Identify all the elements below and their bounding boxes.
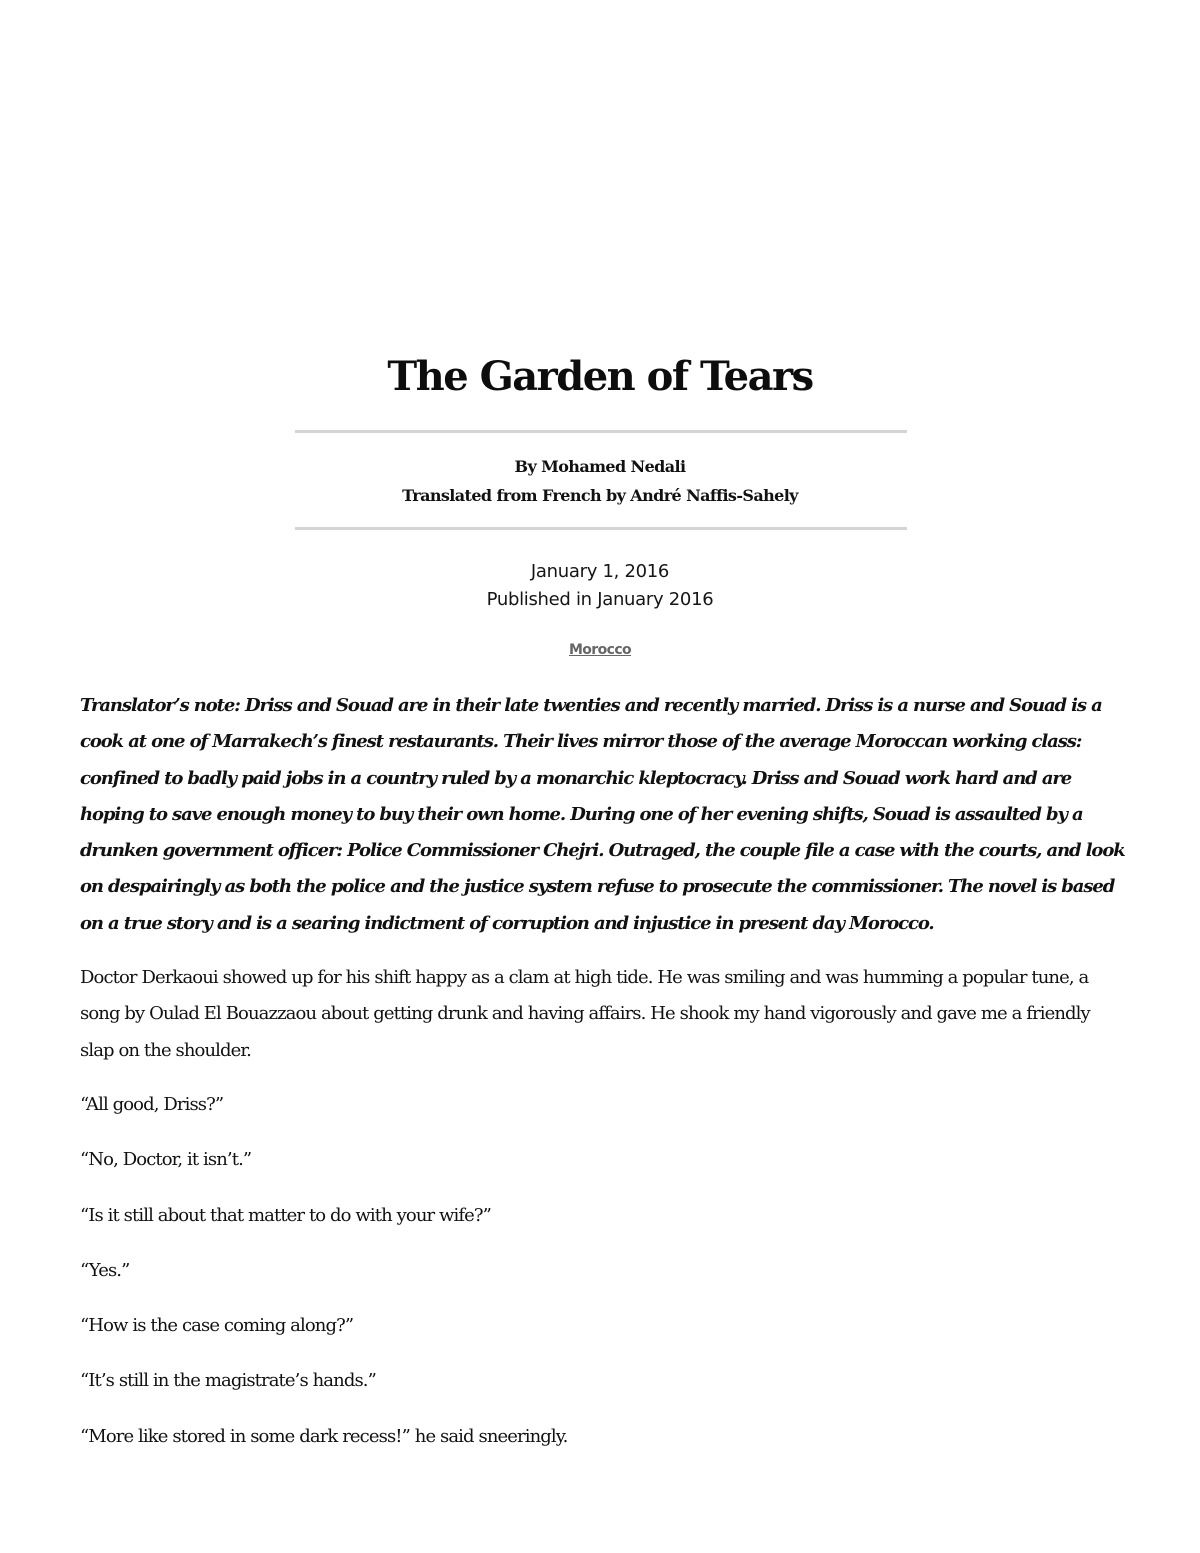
tag-link-morocco[interactable]: Morocco	[568, 642, 632, 658]
publish-date: January 1, 2016	[530, 561, 670, 582]
dialogue-line: “No, Doctor, it isn’t.”	[80, 1149, 252, 1171]
dialogue-line: “All good, Driss?”	[80, 1093, 224, 1115]
author-line: By Mohamed Nedali	[514, 457, 686, 476]
dialogue-line: “It’s still in the magistrate’s hands.”	[80, 1370, 376, 1392]
article-body	[80, 688, 1125, 1474]
byline	[0, 452, 1200, 510]
dialogue-line: “Is it still about that matter to do with your wife?”	[80, 1204, 491, 1226]
dialogue-line: “More like stored in some dark recess!” he said sneeringly.	[80, 1425, 568, 1447]
article-title: The Garden of Tears	[387, 353, 813, 400]
date-block	[0, 558, 1200, 614]
title-divider	[295, 430, 907, 433]
dialogue-line: “Yes.”	[80, 1259, 130, 1281]
translator-note	[80, 688, 1125, 942]
topic-tag	[0, 638, 1200, 662]
translator-line: Translated from French by André Naffis-Sahely	[402, 486, 798, 505]
byline-divider	[295, 527, 907, 530]
paragraph: Doctor Derkaoui showed up for his shift happy as a clam at high tide. He was smiling and was humming a popular tune, a song by Oulad El Bouazzaou about getting drunk and having affairs. He shook my hand vigorously and gave me a friendly slap on the shoulder.	[80, 967, 1090, 1061]
translator-note-text: Driss and Souad are in their late twenties and recently married. Driss is a nurse and Souad is a cook at one of Marrakech’s finest restaurants. Their lives mirror those of the average Moroccan working class: confined to badly paid jobs in a country ruled by a monarchic kleptocracy. Driss and Souad work hard and are hoping to save enough money to buy their own home. During one of her evening shifts, Souad is assaulted by a drunken government officer: Police Commissioner Chejri. Outraged, the couple file a case with the courts, and look on despairingly as both the police and the justice system refuse to prosecute the commissioner. The novel is based on a true story and is a searing indictment of corruption and injustice in present day Morocco.	[80, 695, 1125, 934]
issue-line: Published in January 2016	[486, 589, 714, 610]
translator-note-label: Translator’s note:	[80, 695, 240, 716]
dialogue-line: “How is the case coming along?”	[80, 1315, 354, 1337]
